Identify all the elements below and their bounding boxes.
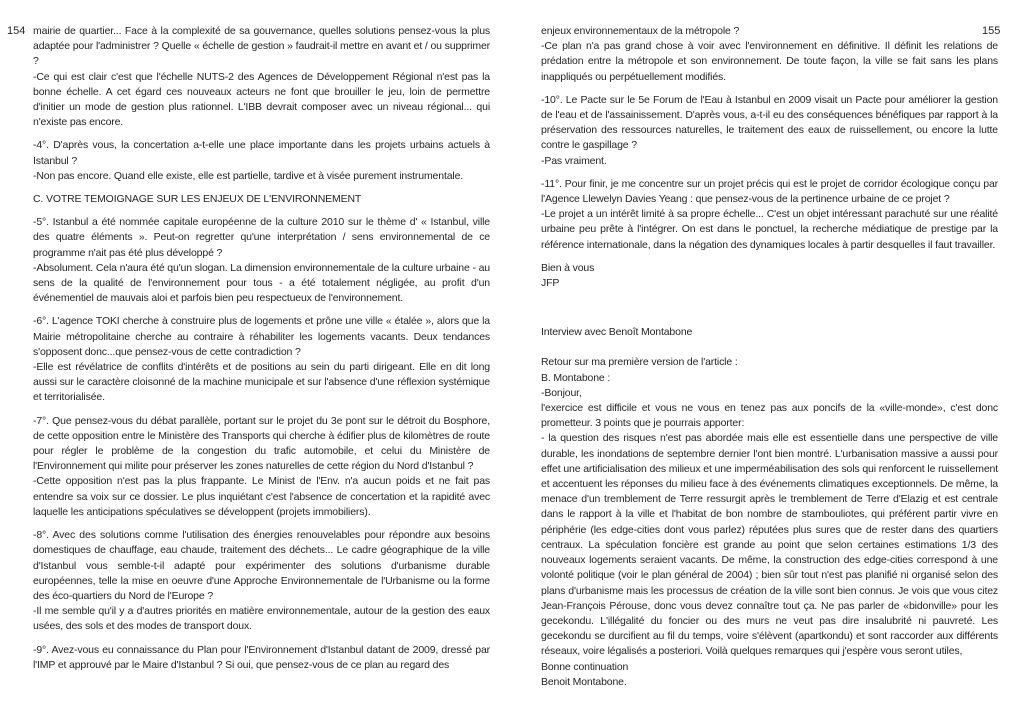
page-number-right: 155 (982, 25, 1001, 37)
paragraph-question-8: -8°. Avec des solutions comme l'utilisation des énergies renouvelables pour répondre aux besoins domestiques de chauffage, eau chaude, traitement des déchets... Le cadre géographique de la ville d'Istanbul vous semble-t-il adapté pour expérimenter des solutions d'urbanisme durable européennes, telle la mise en oeuvre d'une Approche Environnementale de l'Urbanisme ou la forme des éco-quartiers du Nord de l'Europe ? -Il me semble qu'il y a d'autres priorités en matière environnementale, autour de la gestion des eaux usées, des sols et des modes de transport doux. (33, 529, 490, 633)
paragraph-question-7: -7°. Que pensez-vous du débat parallèle, portant sur le projet du 3e pont sur le détroit du Bosphore, de cette opposition entre le Ministère des Transports qui cherche à édifier plus de kilomètres de route pour régler le problème de la congestion du trafic automobile, et celui du Ministère de l'Environnement qui milite pour préserver les zones naturelles de cette région du Nord d'Istanbul ? -Cette opposition n'est pas la plus frappante. Le Minist de l'Env. n'a aucun poids et ne fait pas entendre sa voix sur ce dossier. Le plus inquiétant c'est l'absence de concertation et la rapidité avec laquelle les anticipations spéculatives se développent (projets immobiliers). (33, 414, 490, 518)
paragraph-signature-jfp: Bien à vous JFP (541, 261, 595, 290)
paragraph-question-5: -5°. Istanbul a été nommée capitale européenne de la culture 2010 sur le thème d' « Istanbul, ville des quatre éléments ». Peut-on regretter qu'une interprétation / sens environnemental de ce programme n'ait pas été plus développé ? -Absolument. Cela n'aura été qu'un slogan. La dimension environnementale de la culture urbaine - au sens de la qualité de l'environnement pour tous - a été totalement négligée, au profit d'un événementiel de mauvais aloi et parfois bien peu respectueux de l'environnement. (33, 216, 490, 305)
page-155-text-column (541, 24, 1001, 698)
section-heading-temoignage-environnement: C. VOTRE TEMOIGNAGE SUR LES ENJEUX DE L'ENVIRONNEMENT (33, 193, 362, 206)
paragraph-question-4: -4°. D'après vous, la concertation a-t-elle une place importante dans les projets urbains actuels à Istanbul ? -Non pas encore. Quand elle existe, elle est partielle, tardive et à visée purement instrumentale. (33, 139, 490, 182)
paragraph-question-11: -11°. Pour finir, je me concentre sur un projet précis qui est le projet de corridor écologique conçu par l'Agence Llewelyn Davies Yeang : que pensez-vous de la pertinence urbaine de ce projet ? -Le projet a un intérêt limité à sa propre échelle... C'est un objet intéressant parachuté sur une réalité urbaine peu prête à l'intégrer. On est dans le ponctuel, la recherche médiatique de prestige par la référence internationale, dans la négation des dynamiques locales à partir desquelles il faut travailler. (541, 177, 998, 251)
paragraph-interview-title: Interview avec Benoît Montabone (541, 326, 693, 339)
paragraph-question-9: -9°. Avez-vous eu connaissance du Plan pour l'Environnement d'Istanbul datant de 2009, dressé par l'IMP et approuvé par le Maire d'Istanbul ? Si oui, que pensez-vous de ce plan au regard des (33, 643, 490, 671)
page-155 (512, 0, 1024, 724)
paragraph-mairie-de-quartier: mairie de quartier... Face à la complexité de sa gouvernance, quelles solutions pensez-vous la plus adaptée pour l'administrer ? Quelle « échelle de gestion » faudrait-il mettre en avant et / ou supprimer ? -Ce qui est clair c'est que l'échelle NUTS-2 des Agences de Développement Régional n'est pas la bonne échelle. A cet égard ces nouveaux acteurs ne font que brouiller le jeu, loin de permettre d'initier un mode de gestion plus rationnel. L'IBB devrait composer avec un niveau régional... qui n'existe pas encore. (33, 25, 490, 129)
page-154-text-column (33, 24, 490, 681)
paragraph-montabone-reply: Retour sur ma première version de l'article : B. Montabone : -Bonjour, l'exercice est difficile et vous ne vous en tenez pas aux poncifs de la «ville-monde», c'est donc prometteur. 3 points que je pourrais apporter: - la question des risques n'est pas abordée mais elle est essentielle dans une perspective de ville durable, les inondations de septembre dernier l'ont bien montré. L'urbanisation massive a aussi pour effet une artificialisation des milieux et une imperméabilisation des sols qui renforcent le ruissellement et accentuent les réponses du milieu face à des événements climatiques exceptionnels. De même, la menace d'un tremblement de Terre ressurgit après le tremblement de Terre d'Elazig et est centrale dans le rapport à la ville et l'habitat de bon nombre de stambouliotes, qui préférent partir vivre en périphérie (les edge-cities dont vous parlez) réputées plus sures que de rester dans des quartiers centraux. La spéculation foncière est grande au point que selon certaines estimations 1/3 des nouveaux logements seraient vacants. De même, la construction des edge-cities correspond à une volonté politique (voir le plan général de 2004) ; bien sûr tout n'est pas planifié ni organisé selon des plans d'urbanisme mais les processus de création de la ville sont bien connus. Je vois que vous citez Jean-François Pérouse, donc vous devez connaître tout ça. Ne pas parler de «bidonville» pour les gecekondu. L'illégalité du foncier ou des murs ne veut pas dire insalubrité ni pauvreté. Les gecekondu se durcifient au fil du temps, voire s'élèvent (apartkondu) et sont raccorder aux différents réseaux, voire légalisés a posteriori. Voilà quelques remarques qui j'espère vous seront utiles, Bonne continuation Benoit Montabone. (541, 356, 998, 688)
paragraph-question-10: -10°. Le Pacte sur le 5e Forum de l'Eau à Istanbul en 2009 visait un Pacte pour améliorer la gestion de l'eau et de l'assainissement. D'après vous, a-t-il eu des conséquences bénéfiques par rapport à la préservation des ressources naturelles, le traitement des eaux de ruissellement, ou encore la lutte contre le gaspillage ? -Pas vraiment. (541, 93, 998, 167)
paragraph-enjeux-environnementaux: enjeux environnementaux de la métropole ? -Ce plan n'a pas grand chose à voir avec l'environnement en définitive. Il définit les relations de prédation entre la métropole et son environnement. De toute façon, la ville se fait sans les plans inappliqués ou perpétuellement modifiés. (541, 25, 998, 83)
paragraph-question-6: -6°. L'agence TOKI cherche à construire plus de logements et prône une ville « étalée », alors que la Mairie métropolitaine cherche au contraire à réhabiliter les logements vacants. Deux tendances s'opposent donc...que pensez-vous de cette contradiction ? -Elle est révélatrice de conflits d'intérêts et de positions au sein du parti dirigeant. Elle en dit long aussi sur le caractère cloisonné de la machine municipale et sur l'absence d'une réflexion systémique et territorialisée. (33, 315, 490, 404)
page-number-left: 154 (7, 25, 26, 37)
